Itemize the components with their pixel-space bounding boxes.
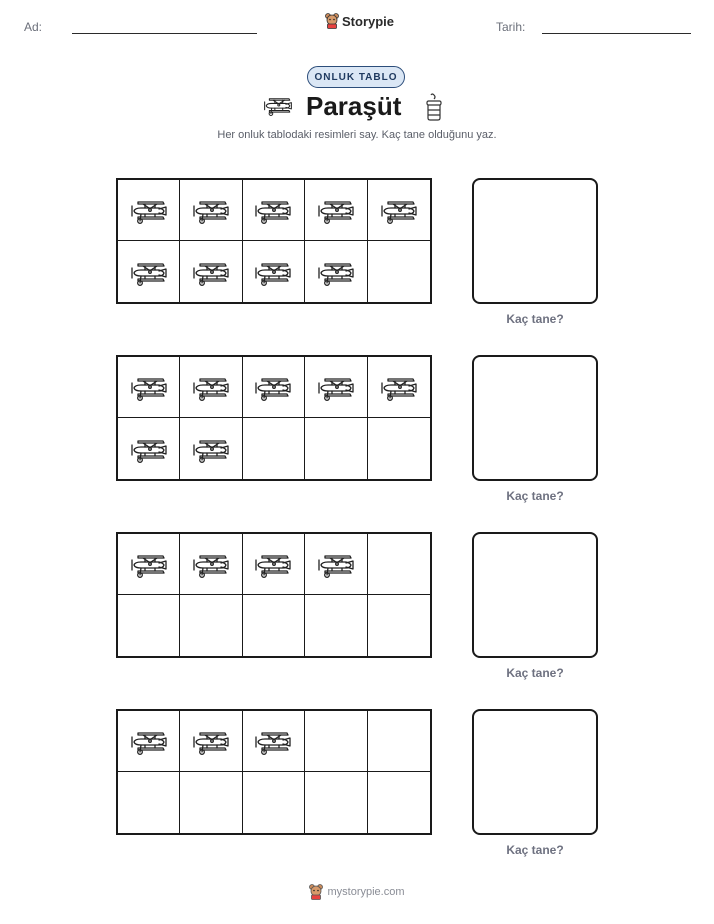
ten-frame-cell xyxy=(118,180,180,241)
ten-frame-cell xyxy=(243,711,305,772)
biplane-icon xyxy=(253,258,293,286)
ten-frame-cell xyxy=(305,418,367,479)
ten-frame-cell xyxy=(368,357,430,418)
biplane-icon xyxy=(253,196,293,224)
ten-frame-cell xyxy=(180,772,242,833)
answer-box[interactable] xyxy=(472,355,598,481)
ten-frame-cell xyxy=(305,595,367,656)
ten-frame-cell xyxy=(118,241,180,302)
biplane-icon xyxy=(316,373,356,401)
answer-box[interactable] xyxy=(472,532,598,658)
worksheet-type-badge: ONLUK TABLO xyxy=(307,66,405,88)
ten-frame-cell xyxy=(118,418,180,479)
how-many-label: Kaç tane? xyxy=(506,666,564,680)
biplane-icon xyxy=(316,550,356,578)
ten-frame-cell xyxy=(180,595,242,656)
ten-frame-cell xyxy=(243,418,305,479)
ten-frame-cell xyxy=(243,180,305,241)
ten-frame-cell xyxy=(368,595,430,656)
biplane-icon xyxy=(191,196,231,224)
jar-icon xyxy=(424,92,444,122)
how-many-label: Kaç tane? xyxy=(506,843,564,857)
how-many-label: Kaç tane? xyxy=(506,489,564,503)
ten-frame-cell xyxy=(118,357,180,418)
biplane-icon xyxy=(316,196,356,224)
ten-frame-cell xyxy=(305,241,367,302)
ten-frame-cell xyxy=(118,534,180,595)
biplane-icon xyxy=(129,196,169,224)
ten-frame-cell xyxy=(243,241,305,302)
ten-frame-cell xyxy=(368,418,430,479)
ten-frame-cell xyxy=(368,241,430,302)
ten-frame-cell xyxy=(243,534,305,595)
biplane-icon xyxy=(129,727,169,755)
biplane-icon xyxy=(316,258,356,286)
ten-frame-cell xyxy=(180,357,242,418)
bear-icon xyxy=(325,13,339,29)
footer-url[interactable]: mystorypie.com xyxy=(327,886,405,898)
date-line[interactable] xyxy=(542,33,691,34)
biplane-icon xyxy=(379,196,419,224)
ten-frame-cell xyxy=(180,534,242,595)
ten-frame-cell xyxy=(368,772,430,833)
ten-frame-cell xyxy=(305,357,367,418)
biplane-icon xyxy=(129,435,169,463)
ten-frame xyxy=(116,178,432,304)
ten-frame-cell xyxy=(180,180,242,241)
footer xyxy=(0,884,714,900)
ten-frame-cell xyxy=(180,418,242,479)
ten-frame-cell xyxy=(180,711,242,772)
bear-icon xyxy=(309,884,323,900)
biplane-icon xyxy=(191,435,231,463)
ten-frame-cell xyxy=(305,180,367,241)
biplane-icon xyxy=(191,373,231,401)
biplane-icon xyxy=(129,258,169,286)
date-label: Tarih: xyxy=(496,20,526,34)
biplane-icon xyxy=(191,258,231,286)
ten-frame xyxy=(116,709,432,835)
ten-frame-cell xyxy=(305,772,367,833)
biplane-icon xyxy=(253,550,293,578)
name-label: Ad: xyxy=(24,20,43,34)
ten-frame-cell xyxy=(118,595,180,656)
ten-frame-cell xyxy=(368,180,430,241)
instructions: Her onluk tablodaki resimleri say. Kaç tane olduğunu yaz. xyxy=(217,129,497,141)
ten-frame-cell xyxy=(243,595,305,656)
logo-text: Storypie xyxy=(342,13,395,29)
name-line[interactable] xyxy=(72,33,257,34)
answer-box[interactable] xyxy=(472,709,598,835)
ten-frame-cell xyxy=(305,711,367,772)
ten-frame xyxy=(116,532,432,658)
biplane-icon xyxy=(129,550,169,578)
ten-frame-cell xyxy=(243,772,305,833)
how-many-label: Kaç tane? xyxy=(506,312,564,326)
biplane-icon xyxy=(379,373,419,401)
biplane-icon xyxy=(253,373,293,401)
storypie-logo xyxy=(325,13,394,29)
ten-frame-cell xyxy=(180,241,242,302)
answer-box[interactable] xyxy=(472,178,598,304)
ten-frame-cell xyxy=(118,772,180,833)
biplane-icon xyxy=(262,94,294,116)
ten-frame xyxy=(116,355,432,481)
ten-frame-cell xyxy=(243,357,305,418)
biplane-icon xyxy=(191,727,231,755)
biplane-icon xyxy=(129,373,169,401)
ten-frame-cell xyxy=(368,534,430,595)
ten-frame-cell xyxy=(305,534,367,595)
biplane-icon xyxy=(191,550,231,578)
worksheet-title: Paraşüt xyxy=(306,91,402,121)
ten-frame-cell xyxy=(118,711,180,772)
biplane-icon xyxy=(253,727,293,755)
ten-frame-cell xyxy=(368,711,430,772)
